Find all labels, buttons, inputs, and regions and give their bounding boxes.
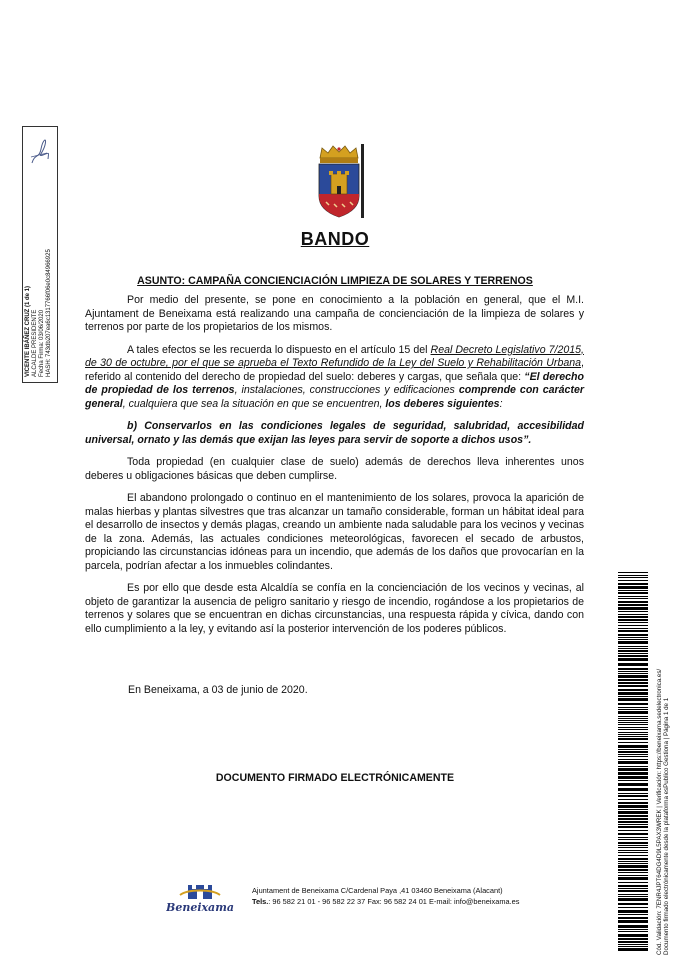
barcode-bar <box>618 625 648 626</box>
signature-box <box>22 126 58 383</box>
barcode-bar <box>618 869 648 871</box>
barcode-bar <box>618 925 648 928</box>
barcode-bar <box>618 734 648 735</box>
barcode-bar <box>618 861 648 862</box>
footer-phones-text: : 96 582 21 01 - 96 582 22 37 Fax: 96 582 24 01 E-mail: info@beneixama.es <box>268 897 520 906</box>
barcode-bar <box>618 689 648 691</box>
barcode-bar <box>618 729 648 730</box>
barcode-bar <box>618 742 648 743</box>
barcode-bar <box>618 847 648 848</box>
barcode-bar <box>618 941 648 943</box>
barcode-bar <box>618 944 648 945</box>
barcode-bar <box>618 833 648 835</box>
signature-date: Fecha Firma: 03/06/2020 <box>39 309 45 377</box>
barcode-bar <box>618 586 648 589</box>
barcode-bar <box>618 907 648 908</box>
validation-line-2: Documento firmado electrónicamente desde la plataforma esPublico Gestiona | Página 1 de 1 <box>663 697 671 955</box>
barcode-bar <box>618 671 648 672</box>
barcode-bar <box>618 882 648 883</box>
barcode-bar <box>618 815 648 817</box>
barcode-bar <box>618 811 648 814</box>
barcode-bar <box>618 890 648 892</box>
barcode-bar <box>618 903 648 905</box>
barcode-bar <box>618 736 648 737</box>
quote-part-5: los deberes siguientes <box>385 397 500 410</box>
barcode-bar <box>618 934 648 937</box>
barcode-bar <box>618 780 648 781</box>
paragraph-2 <box>85 344 584 412</box>
barcode-bar <box>618 855 648 856</box>
barcode-bar <box>618 837 648 838</box>
law-reference: Real Decreto Legislativo 7/2015, de 30 de octubre, por el que se aprueba el Texto Refundido de la Ley del Suelo y Rehabilitación Urbana <box>85 343 584 369</box>
barcode-bar <box>618 675 648 678</box>
barcode-bar <box>618 751 648 753</box>
barcode-bar <box>618 668 648 670</box>
barcode-bar <box>618 711 648 714</box>
barcode-bar <box>618 826 648 828</box>
barcode-bar <box>618 931 648 932</box>
barcode-bar <box>618 898 648 901</box>
barcode-bar <box>618 703 648 705</box>
barcode-icon <box>618 572 648 956</box>
barcode-bar <box>618 653 648 654</box>
barcode-bar <box>618 658 648 661</box>
barcode-bar <box>618 630 648 632</box>
document-title: BANDO <box>300 229 370 249</box>
quote-part-2: , instalaciones, construcciones y edificaciones <box>234 384 459 396</box>
barcode-bar <box>618 648 648 649</box>
barcode-bar <box>618 724 648 725</box>
paragraph-4: Toda propiedad (en cualquier clase de suelo) además de derechos lleva inherentes unos deberes u obligaciones básicas que deben cumplirse. <box>85 456 584 482</box>
barcode-bar <box>618 759 648 760</box>
paragraph-3: b) Conservarlos en las condiciones legales de seguridad, salubridad, accesibilidad universal, ornato y las demás que exijan las leyes para servir de soporte a dichos usos”. <box>85 420 584 446</box>
barcode-bar <box>618 698 648 701</box>
barcode-bar <box>618 628 648 629</box>
barcode-bar <box>618 917 648 919</box>
barcode-bar <box>618 888 648 889</box>
barcode-bar <box>618 768 648 771</box>
barcode-bar <box>618 745 648 748</box>
barcode-bar <box>618 875 648 876</box>
coat-of-arms-icon <box>314 144 364 218</box>
barcode-bar <box>618 598 648 599</box>
barcode-bar <box>618 749 648 750</box>
barcode-bar <box>618 865 648 868</box>
paragraph-5: El abandono prolongado o continuo en el mantenimiento de los solares, provoca la aparición de malas hierbas y plantas silvestres que tras alcanzar un tamaño considerable, forman un hábitat ideal para el desarrollo de insectos y demás plagas, creando un ambiente nada saludable para los vecinos y vecinas de la zona. Además, las actuales condiciones meteorológicas, favorecen el secado de arbustos, propiciando las circunstancias idóneas para un incendio, que además de los daños que provocarían en la parcela, podrían afectar a los inmuebles colindantes. <box>85 492 584 572</box>
barcode-bar <box>618 948 648 951</box>
barcode-bar <box>618 696 648 697</box>
barcode-bar <box>618 611 648 612</box>
barcode-bar <box>618 793 648 794</box>
barcode-bar <box>618 858 648 860</box>
barcode-bar <box>618 722 648 723</box>
barcode-bar <box>618 850 648 851</box>
barcode-bar <box>618 756 648 757</box>
barcode-bar <box>618 783 648 786</box>
barcode-bar <box>618 727 648 728</box>
signature-text <box>25 127 53 377</box>
barcode-bar <box>618 885 648 887</box>
barcode-bar <box>618 616 648 618</box>
document-body <box>85 294 584 645</box>
paragraph-2-mid: , referido al contenido del derecho de propiedad del suelo: deberes y cargas, que señala que: <box>85 357 584 383</box>
barcode-bar <box>618 720 648 721</box>
barcode-bar <box>618 738 648 740</box>
quote-part-6: : <box>499 397 503 410</box>
quote-part-1: “El derecho de propiedad de los terrenos <box>85 370 584 396</box>
barcode-bar <box>618 799 648 800</box>
barcode-bar <box>618 830 648 831</box>
validation-text <box>656 595 671 955</box>
barcode-bar <box>618 732 648 733</box>
barcode-bar <box>618 682 648 684</box>
barcode-bar <box>618 754 648 755</box>
barcode-bar <box>618 818 648 820</box>
barcode-bar <box>618 920 648 923</box>
barcode-bar <box>618 663 648 666</box>
signed-note: DOCUMENTO FIRMADO ELECTRÓNICAMENTE <box>215 772 455 784</box>
barcode-bar <box>618 619 648 621</box>
barcode-bar <box>618 709 648 710</box>
barcode-bar <box>618 572 648 573</box>
barcode-bar <box>618 809 648 810</box>
barcode-bar <box>618 637 648 638</box>
paragraph-6: Es por ello que desde esta Alcaldía se confía en la concienciación de los vecinos y vecinas, al objeto de garantizar la ausencia de peligro sanitario y riesgo de incendio, rogándose a los propietarios de terrenos y solares que se encuentran en dichas circunstancias, una respuesta rápida y cívica, dando con ello cumplimiento a la ley, y evitando así la posterior intervención de los poderes públicos. <box>85 582 584 635</box>
signer-name: VICENTE IBÁÑEZ CRUZ (1 de 1) <box>25 285 31 377</box>
barcode-bar <box>618 938 648 940</box>
barcode-bar <box>618 601 648 603</box>
barcode-bar <box>618 824 648 825</box>
beneixama-logo-icon <box>166 881 234 915</box>
barcode-bar <box>618 673 648 674</box>
barcode-bar <box>618 788 648 791</box>
barcode-bar <box>618 639 648 640</box>
barcode-bar <box>618 614 648 615</box>
barcode-bar <box>618 914 648 915</box>
barcode-bar <box>618 877 648 880</box>
barcode-bar <box>618 761 648 764</box>
barcode-bar <box>618 607 648 610</box>
barcode-bar <box>618 776 648 779</box>
barcode-bar <box>618 655 648 657</box>
barcode-bar <box>618 646 648 647</box>
logo-text: Beneixama <box>166 901 234 914</box>
barcode-bar <box>618 685 648 687</box>
footer-phones <box>252 896 519 907</box>
footer-contact <box>252 885 519 907</box>
barcode-bar <box>618 772 648 775</box>
barcode-bar <box>618 679 648 681</box>
barcode-bar <box>618 929 648 930</box>
barcode-bar <box>618 821 648 823</box>
barcode-bar <box>618 852 648 853</box>
signer-role: ALCALDE PRESIDENTE <box>32 309 38 377</box>
barcode-bar <box>618 716 648 717</box>
quote-part-3: comprende con carácter general <box>85 384 584 410</box>
barcode-bar <box>618 839 648 840</box>
barcode-bar <box>618 872 648 873</box>
barcode-bar <box>618 718 648 719</box>
barcode-bar <box>618 910 648 913</box>
footer-address: Ajuntament de Beneixama C/Cardenal Paya ,41 03460 Beneixama (Alacant) <box>252 886 503 895</box>
paragraph-2-intro: A tales efectos se les recuerda lo dispuesto en el artículo 15 del <box>127 343 431 356</box>
footer-phones-label: Tels. <box>252 897 269 906</box>
barcode-bar <box>618 894 648 895</box>
barcode-bar <box>618 805 648 808</box>
barcode-bar <box>618 622 648 623</box>
barcode-bar <box>618 946 648 947</box>
barcode-bar <box>618 842 648 844</box>
barcode-bar <box>618 802 648 804</box>
barcode-bar <box>618 641 648 644</box>
paragraph-1: Por medio del presente, se pone en conocimiento a la población en general, que el M.I. Ajuntament de Beneixama está realizando una campaña de concienciación de la limpieza de solares y terrenos por parte de los propietarios de los mismos. <box>85 294 584 333</box>
barcode-bar <box>618 692 648 695</box>
barcode-bar <box>618 795 648 797</box>
validation-line-1: Cód. Validación: 7ENR4JPT64DG4D9L5PAX3WREK | Verificación: https://beneixama.sedelectronica.es/ <box>656 668 663 955</box>
quote-part-4: , cualquiera que sea la situación en que se encuentren, <box>122 397 386 410</box>
barcode-bar <box>618 650 648 652</box>
barcode-bar <box>618 577 648 578</box>
barcode-bar <box>618 896 648 897</box>
barcode-bar <box>618 845 648 846</box>
barcode-bar <box>618 583 648 585</box>
barcode-bar <box>618 863 648 864</box>
barcode-bar <box>618 592 648 594</box>
document-subject: ASUNTO: CAMPAÑA CONCIENCIACIÓN LIMPIEZA DE SOLARES Y TERRENOS <box>137 275 533 287</box>
barcode-bar <box>618 575 648 576</box>
date-line: En Beneixama, a 03 de junio de 2020. <box>128 684 308 696</box>
barcode-bar <box>618 580 648 581</box>
barcode-bar <box>618 590 648 591</box>
barcode-bar <box>618 604 648 606</box>
barcode-bar <box>618 766 648 767</box>
barcode-bar <box>618 707 648 708</box>
signature-hash: HASH: 743db207ea6c1317766f06e0c84966925 <box>46 249 52 377</box>
barcode-bar <box>618 596 648 597</box>
barcode-bar <box>618 634 648 636</box>
